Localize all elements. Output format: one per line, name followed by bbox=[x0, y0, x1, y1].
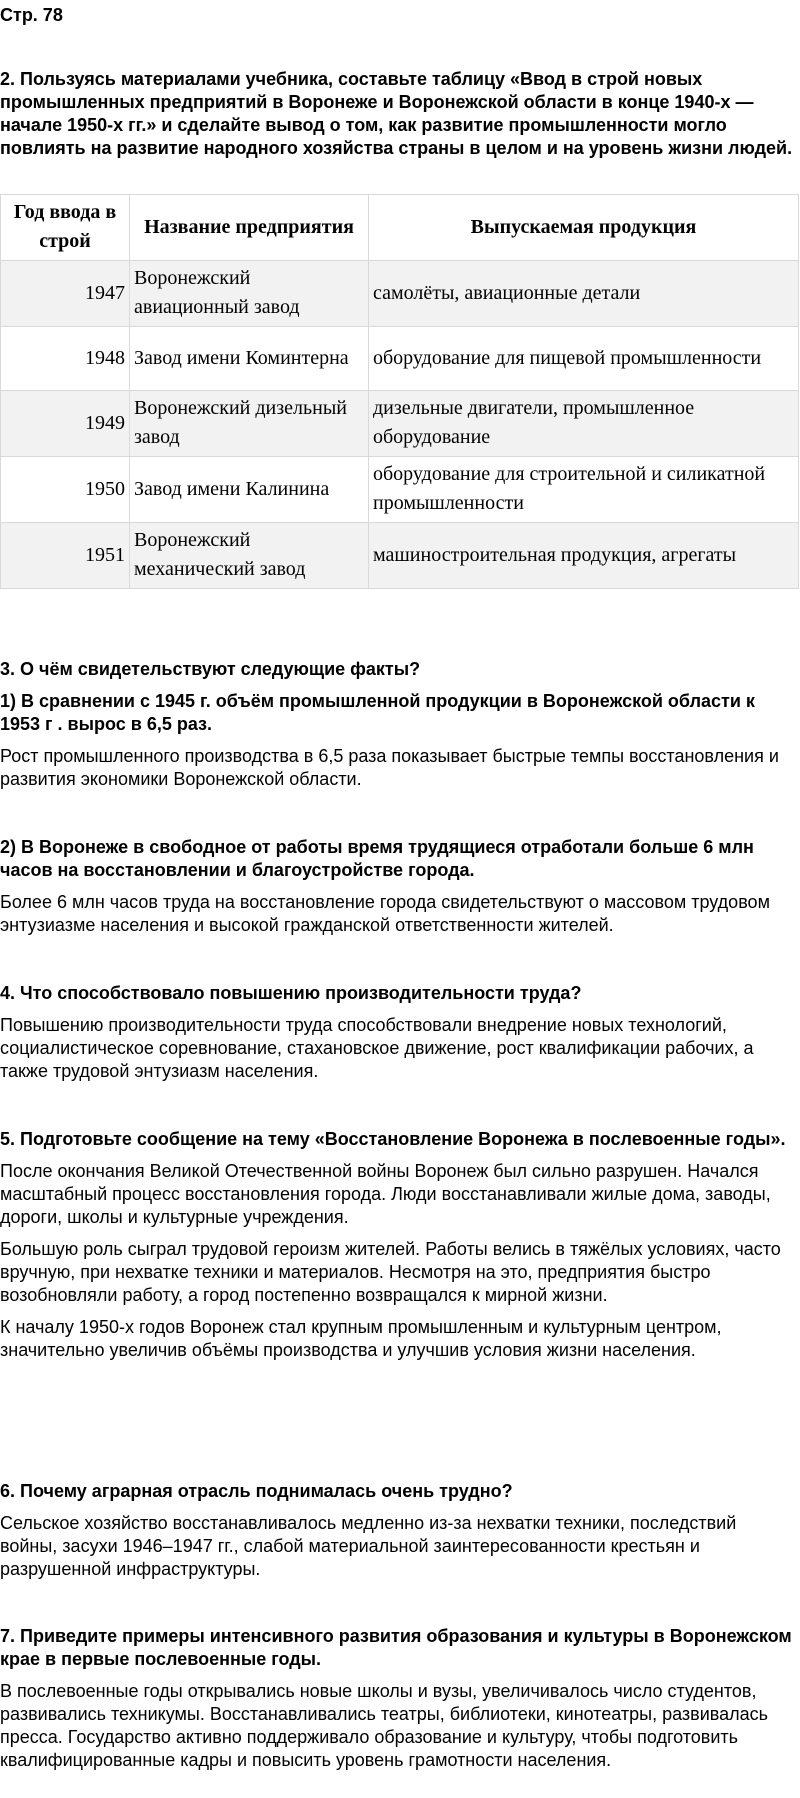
task6-answer: Сельское хозяйство восстанавливалось медленно из-за нехватки техники, последствий войны, засухи 1946–1947 гг., слабой материальной заинтересованности крестьян и разрушенной инфраструктуры. bbox=[0, 1513, 737, 1579]
task3-fact2-question: 2) В Воронеже в свободное от работы время трудящиеся отработали больше 6 млн часов на восстановлении и благоустройстве города. bbox=[0, 837, 754, 880]
row-name: Завод имени Коминтерна bbox=[130, 327, 369, 391]
task3-fact1-question: 1) В сравнении с 1945 г. объём промышленной продукции в Воронежской области к 1953 г . вырос в 6,5 раз. bbox=[0, 691, 755, 734]
row-name: Воронежский дизельный завод bbox=[130, 391, 369, 457]
row-name: Воронежский механический завод bbox=[130, 523, 369, 589]
task3-heading: 3. О чём свидетельствуют следующие факты? bbox=[0, 659, 421, 679]
task7-block bbox=[0, 1625, 798, 1772]
table-row bbox=[1, 523, 799, 589]
row-product: оборудование для строительной и силикатной промышленности bbox=[369, 457, 799, 523]
row-name: Воронежский авиационный завод bbox=[130, 261, 369, 327]
header-product: Выпускаемая продукция bbox=[369, 195, 799, 261]
task4-heading: 4. Что способствовало повышению производительности труда? bbox=[0, 983, 582, 1003]
task6-block bbox=[0, 1480, 798, 1581]
task2-heading: 2. Пользуясь материалами учебника, составьте таблицу «Ввод в строй новых промышленных предприятий в Воронеже и Воронежской области в конце 1940-х — начале 1950-х гг.» и сделайте вывод о том, как развитие промышленности могло повлиять на развитие народного хозяйства страны в целом и на уровень жизни людей. bbox=[0, 69, 793, 158]
task3-fact2-block bbox=[0, 836, 798, 937]
task5-paragraph: К началу 1950-х годов Воронеж стал крупным промышленным и культурным центром, значительно увеличив объёмы производства и улучшив условия жизни населения. bbox=[0, 1317, 722, 1360]
row-product: оборудование для пищевой промышленности bbox=[369, 327, 799, 391]
enterprises-table bbox=[0, 194, 799, 589]
table-header-row bbox=[1, 195, 799, 261]
header-year: Год ввода в строй bbox=[1, 195, 130, 261]
task7-answer: В послевоенные годы открывались новые школы и вузы, увеличивалось число студентов, развивались техникумы. Восстанавливались театры, библиотеки, кинотеатры, развивалась пресса. Государство активно поддерживало образование и культуру, чтобы подготовить квалифицированные кадры и повысить уровень грамотности населения. bbox=[0, 1681, 769, 1770]
row-product: машиностроительная продукция, агрегаты bbox=[369, 523, 799, 589]
row-year: 1947 bbox=[1, 261, 130, 327]
task3-block bbox=[0, 658, 798, 791]
row-name: Завод имени Калинина bbox=[130, 457, 369, 523]
task5-paragraph: Большую роль сыграл трудовой героизм жителей. Работы велись в тяжёлых условиях, часто вручную, при нехватке техники и материалов. Несмотря на это, предприятия быстро возобновляли работу, а город постепенно возвращался к мирной жизни. bbox=[0, 1239, 781, 1305]
task5-paragraph: После окончания Великой Отечественной войны Воронеж был сильно разрушен. Начался масштабный процесс восстановления города. Люди восстанавливали жилые дома, заводы, дороги, школы и культурные учреждения. bbox=[0, 1161, 771, 1227]
table-row bbox=[1, 327, 799, 391]
task4-block bbox=[0, 982, 798, 1083]
table-row bbox=[1, 457, 799, 523]
row-product: самолёты, авиационные детали bbox=[369, 261, 799, 327]
task6-heading: 6. Почему аграрная отрасль поднималась очень трудно? bbox=[0, 1481, 513, 1501]
row-year: 1951 bbox=[1, 523, 130, 589]
task5-block bbox=[0, 1128, 798, 1362]
task4-answer: Повышению производительности труда способствовали внедрение новых технологий, социалистическое соревнование, стахановское движение, рост квалификации рабочих, а также трудовой энтузиазм населения. bbox=[0, 1015, 754, 1081]
table-row bbox=[1, 391, 799, 457]
task5-heading: 5. Подготовьте сообщение на тему «Восстановление Воронежа в послевоенные годы». bbox=[0, 1129, 786, 1149]
row-year: 1949 bbox=[1, 391, 130, 457]
task3-fact1-answer: Рост промышленного производства в 6,5 раза показывает быстрые темпы восстановления и развития экономики Воронежской области. bbox=[0, 746, 779, 789]
row-year: 1950 bbox=[1, 457, 130, 523]
header-name: Название предприятия bbox=[130, 195, 369, 261]
task2-block bbox=[0, 68, 798, 160]
task7-heading: 7. Приведите примеры интенсивного развития образования и культуры в Воронежском крае в первые послевоенные годы. bbox=[0, 1626, 792, 1669]
row-product: дизельные двигатели, промышленное оборудование bbox=[369, 391, 799, 457]
page-label: Стр. 78 bbox=[0, 5, 63, 25]
task3-fact2-answer: Более 6 млн часов труда на восстановление города свидетельствуют о массовом трудовом энтузиазме населения и высокой гражданской ответственности жителей. bbox=[0, 892, 770, 935]
row-year: 1948 bbox=[1, 327, 130, 391]
table-row bbox=[1, 261, 799, 327]
